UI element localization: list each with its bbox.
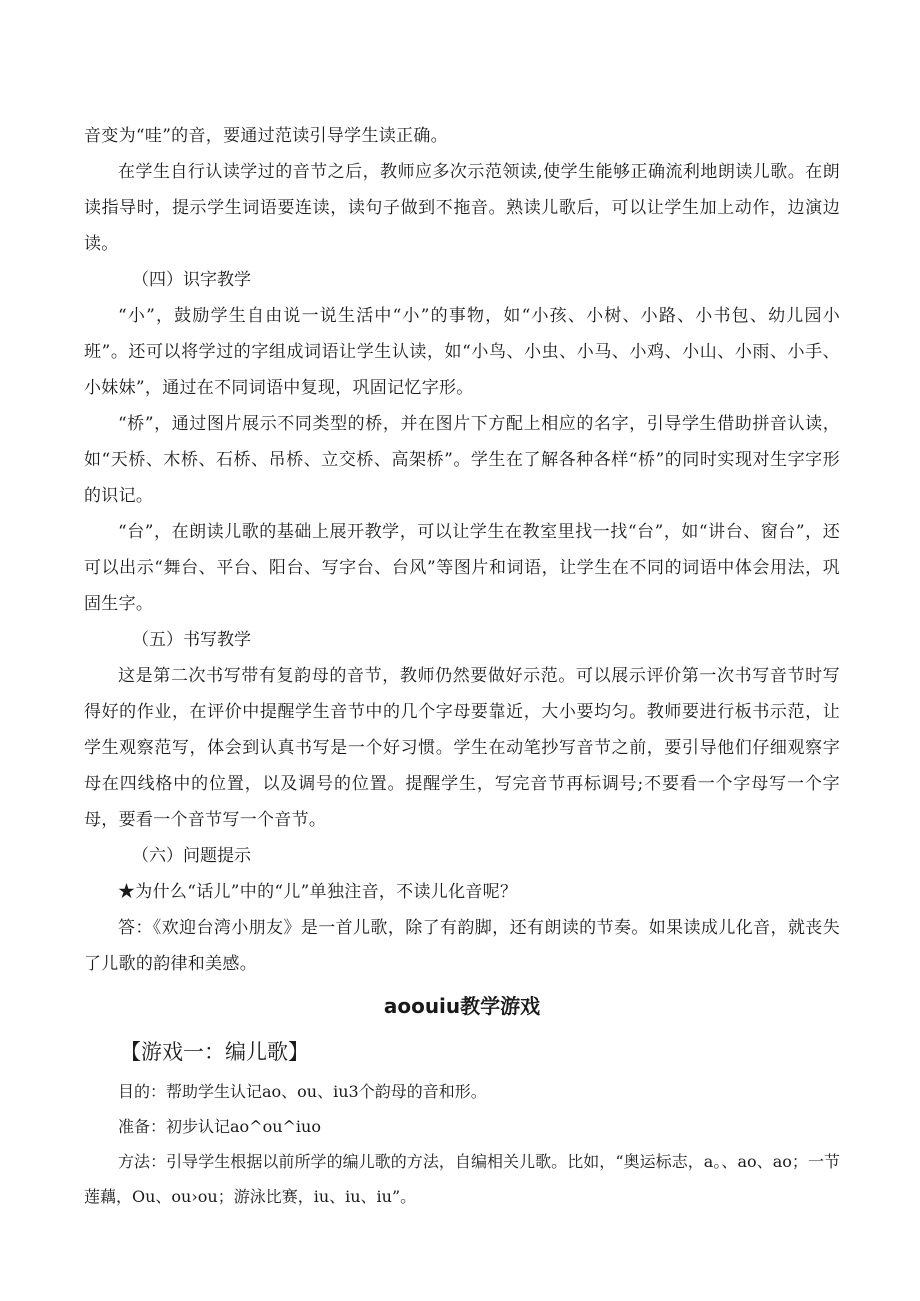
heading-literacy: （四）识字教学 (132, 270, 251, 290)
paragraph-platform: “台”，在朗读儿歌的基础上展开教学，可以让学生在教室里找一找“台”，如“讲台、窗台”，还可以出示“舞台、平台、阳台、写字台、台风”等图片和词语，让学生在不同的词语中体会用法，巩固生字。 (84, 522, 840, 614)
paragraph-small: “小”，鼓励学生自由说一说生活中“小”的事物，如“小孩、小树、小路、小书包、幼儿园小班”。还可以将学过的字组成词语让学生认读，如“小鸟、小虫、小马、小鸡、小山、小雨、小手、小妹妹”，通过在不同词语中复现，巩固记忆字形。 (84, 306, 840, 398)
section-title: aoouiu教学游戏 (383, 994, 541, 1018)
document-page (84, 118, 840, 1214)
game-heading: 【游戏一：编儿歌】 (120, 1040, 309, 1064)
paragraph-2: 在学生自行认读学过的音节之后，教师应多次示范领读,使学生能够正确流利地朗读儿歌。在朗读指导时，提示学生词语要连读，读句子做到不拖音。熟读儿歌后，可以让学生加上动作，边演边读。 (84, 162, 840, 254)
heading-writing: （五）书写教学 (132, 630, 251, 650)
heading-tips: （六）问题提示 (132, 846, 251, 866)
paragraph-writing: 这是第二次书写带有复韵母的音节，教师仍然要做好示范。可以展示评价第一次书写音节时写得好的作业，在评价中提醒学生音节中的几个字母要靠近，大小要均匀。教师要进行板书示范，让学生观察范写，体会到认真书写是一个好习惯。学生在动笔抄写音节之前，要引导他们仔细观察字母在四线格中的位置，以及调号的位置。提醒学生，写完音节再标调号;不要看一个字母写一个字母，要看一个音节写一个音节。 (84, 666, 840, 830)
question: ★为什么“话儿”中的“儿”单独注音，不读儿化音呢？ (118, 882, 518, 902)
game-preparation: 准备：初步认记ao^ou^iuo (118, 1117, 321, 1136)
game-goal: 目的：帮助学生认记ao、ou、iu3个韵母的音和形。 (118, 1082, 487, 1101)
paragraph-1: 音变为“哇”的音，要通过范读引导学生读正确。 (84, 126, 448, 146)
answer: 答：《欢迎台湾小朋友》是一首儿歌，除了有韵脚，还有朗读的节奏。如果读成儿化音，就丧失了儿歌的韵律和美感。 (84, 918, 840, 974)
paragraph-bridge: “桥”，通过图片展示不同类型的桥，并在图片下方配上相应的名字，引导学生借助拼音认读，如“天桥、木桥、石桥、吊桥、立交桥、高架桥”。学生在了解各种各样“桥”的同时实现对生字字形的识记。 (84, 414, 840, 506)
game-method: 方法：引导学生根据以前所学的编儿歌的方法，自编相关儿歌。比如，“奥运标志，a。、ao、ao；一节莲藕，Ou、ou›ou；游泳比赛，iu、iu、iu”。 (84, 1152, 840, 1206)
